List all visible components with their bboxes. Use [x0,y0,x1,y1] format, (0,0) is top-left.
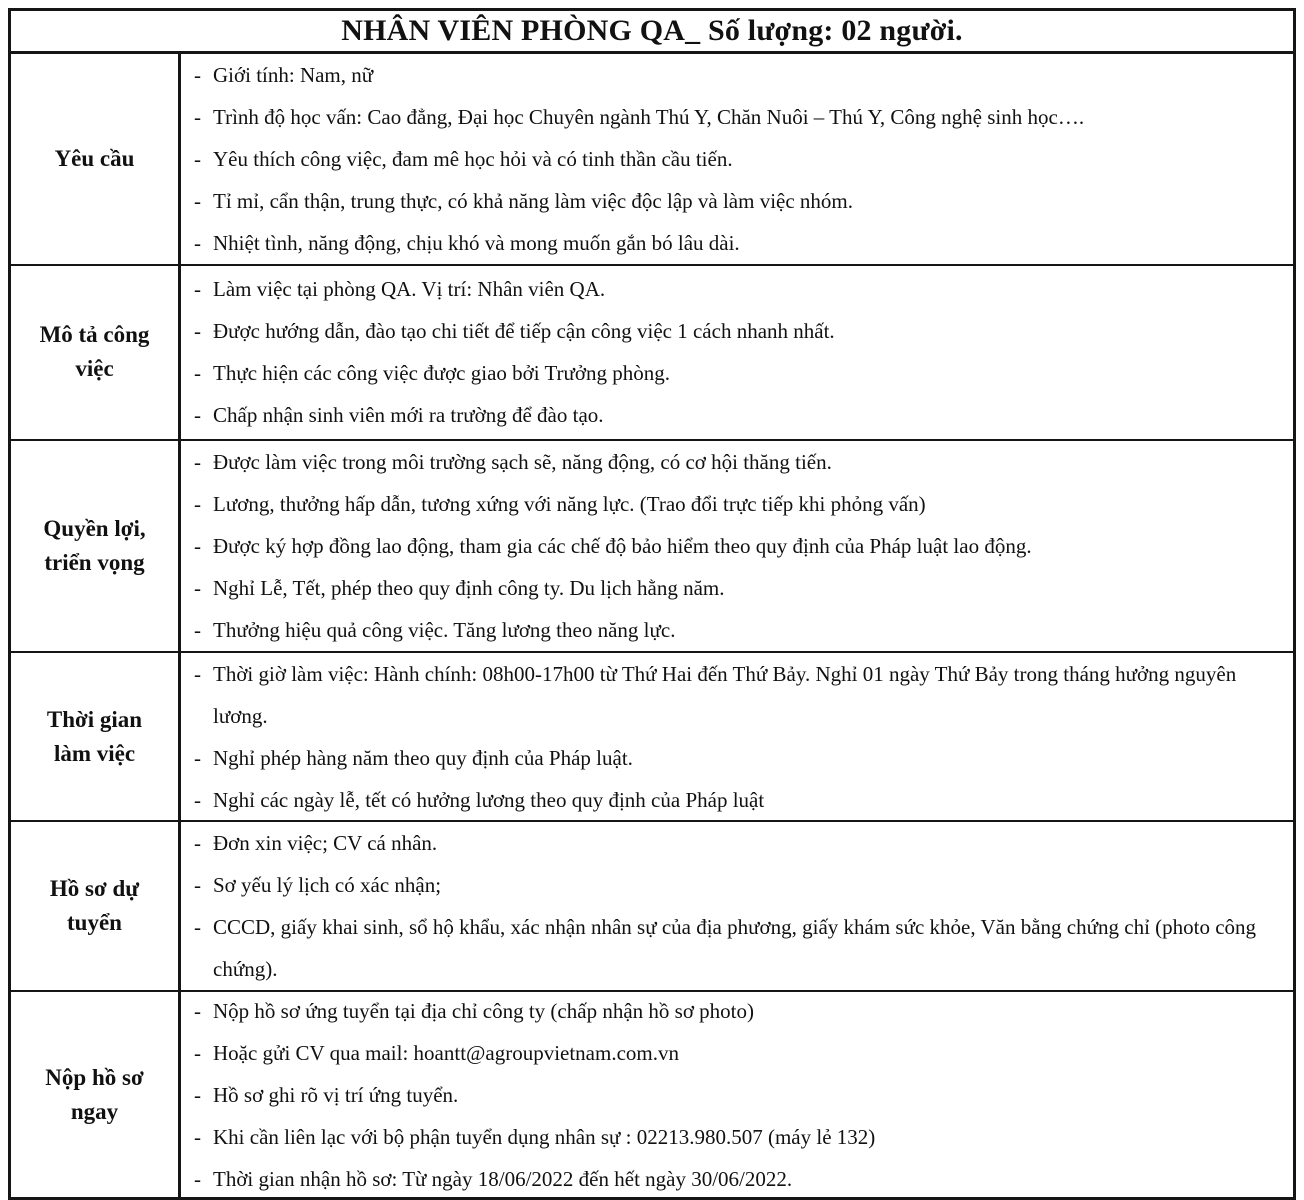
list-item [181,779,1265,821]
list-item [181,567,1265,609]
list-item [181,1158,1265,1200]
bullet-dash: - [194,831,201,855]
bullet-dash: - [194,745,201,770]
job-posting-table [8,8,1296,1200]
list-item [181,222,1265,264]
section-row-nop-ho-so [11,992,1293,1197]
section-row-ho-so [11,822,1293,992]
list-item-text: Giới tính: Nam, nữ [213,62,374,87]
bullet-dash: - [194,188,201,213]
list-item [181,138,1265,180]
section-label: Thời gian làm việc [11,653,181,820]
list-item-text: Thời giờ làm việc: Hành chính: 08h00-17h00 từ Thứ Hai đến Thứ Bảy. Nghỉ 01 ngày Thứ Bảy trong tháng hưởng nguyên lương. [213,661,1237,728]
section-row-mo-ta-cong-viec [11,266,1293,441]
bullet-dash: - [194,62,201,87]
section-row-yeu-cau [11,54,1293,266]
list-item-text: Được làm việc trong môi trường sạch sẽ, năng động, có cơ hội thăng tiến. [213,450,832,474]
section-label: Yêu cầu [11,54,181,264]
list-item-text: Nộp hồ sơ ứng tuyển tại địa chỉ công ty (chấp nhận hồ sơ photo) [213,998,754,1023]
list-item-text: Nhiệt tình, năng động, chịu khó và mong muốn gắn bó lâu dài. [213,230,740,255]
bullet-dash: - [194,998,201,1023]
bullet-dash: - [194,146,201,171]
list-item [181,737,1265,779]
list-item-text: Khi cần liên lạc với bộ phận tuyển dụng nhân sự : 02213.980.507 (máy lẻ 132) [213,1124,876,1149]
list-item-text: Được hướng dẫn, đào tạo chi tiết để tiếp cận công việc 1 cách nhanh nhất. [213,319,835,344]
bullet-dash: - [194,277,201,302]
section-label: Mô tả công việc [11,266,181,439]
section-label: Hồ sơ dự tuyển [11,822,181,990]
list-item [181,906,1265,990]
section-content [181,653,1293,820]
bullet-dash: - [194,403,201,428]
list-item-text: Được ký hợp đồng lao động, tham gia các chế độ bảo hiểm theo quy định của Pháp luật lao động. [213,534,1032,558]
list-item-text: Thực hiện các công việc được giao bởi Trưởng phòng. [213,361,671,386]
list-item [181,990,1265,1032]
section-row-thoi-gian [11,653,1293,822]
list-item-text: Yêu thích công việc, đam mê học hỏi và có tinh thần cầu tiến. [213,146,733,171]
list-item-text: Tỉ mỉ, cẩn thận, trung thực, có khả năng làm việc độc lập và làm việc nhóm. [213,188,854,213]
list-item-text: Nghỉ Lễ, Tết, phép theo quy định công ty. Du lịch hằng năm. [213,576,725,600]
list-item-text: Thời gian nhận hồ sơ: Từ ngày 18/06/2022 đến hết ngày 30/06/2022. [213,1166,793,1191]
list-item [181,268,1265,310]
list-item-text: Chấp nhận sinh viên mới ra trường để đào tạo. [213,403,604,428]
table-title-row [11,11,1293,54]
list-item [181,1032,1265,1074]
section-content [181,441,1293,651]
section-content [181,992,1293,1197]
section-content [181,266,1293,439]
bullet-dash: - [194,319,201,344]
section-label: Quyền lợi, triển vọng [11,441,181,651]
bullet-dash: - [194,230,201,255]
list-item-text: Nghỉ các ngày lễ, tết có hưởng lương theo quy định của Pháp luật [213,787,765,812]
bullet-dash: - [194,1040,201,1065]
bullet-dash: - [194,661,201,686]
list-item [181,822,1265,864]
list-item [181,310,1265,352]
section-content [181,822,1293,990]
list-item-text: Hoặc gửi CV qua mail: hoantt@agroupvietnam.com.vn [213,1040,679,1065]
bullet-dash: - [194,618,201,642]
list-item [181,525,1265,567]
section-content [181,54,1293,264]
list-item [181,96,1265,138]
list-item [181,864,1265,906]
list-item [181,1116,1265,1158]
list-item-text: Lương, thưởng hấp dẫn, tương xứng với năng lực. (Trao đổi trực tiếp khi phỏng vấn) [213,492,926,516]
list-item [181,180,1265,222]
list-item-text: CCCD, giấy khai sinh, sổ hộ khẩu, xác nhận nhân sự của địa phương, giấy khám sức khỏe, Văn bằng chứng chỉ (photo công chứng). [213,915,1257,981]
list-item-text: Trình độ học vấn: Cao đẳng, Đại học Chuyên ngành Thú Y, Chăn Nuôi – Thú Y, Công nghệ sinh học…. [213,104,1085,129]
list-item [181,394,1265,436]
bullet-dash: - [194,1166,201,1191]
list-item-text: Làm việc tại phòng QA. Vị trí: Nhân viên QA. [213,277,606,302]
bullet-dash: - [194,576,201,600]
bullet-dash: - [194,873,201,897]
bullet-dash: - [194,361,201,386]
list-item-text: Nghỉ phép hàng năm theo quy định của Pháp luật. [213,745,633,770]
bullet-dash: - [194,492,201,516]
section-label: Nộp hồ sơ ngay [11,992,181,1197]
list-item [181,483,1265,525]
section-row-quyen-loi [11,441,1293,653]
list-item-text: Sơ yếu lý lịch có xác nhận; [213,873,442,897]
bullet-dash: - [194,915,201,939]
list-item [181,54,1265,96]
list-item [181,653,1265,737]
bullet-dash: - [194,534,201,558]
list-item-text: Thưởng hiệu quả công việc. Tăng lương theo năng lực. [213,618,676,642]
bullet-dash: - [194,104,201,129]
list-item-text: Hồ sơ ghi rõ vị trí ứng tuyển. [213,1082,459,1107]
bullet-dash: - [194,1082,201,1107]
page-title: NHÂN VIÊN PHÒNG QA_ Số lượng: 02 người. [341,13,963,47]
bullet-dash: - [194,450,201,474]
bullet-dash: - [194,787,201,812]
list-item [181,352,1265,394]
list-item [181,1074,1265,1116]
list-item-text: Đơn xin việc; CV cá nhân. [213,831,438,855]
list-item [181,441,1265,483]
list-item [181,609,1265,651]
bullet-dash: - [194,1124,201,1149]
